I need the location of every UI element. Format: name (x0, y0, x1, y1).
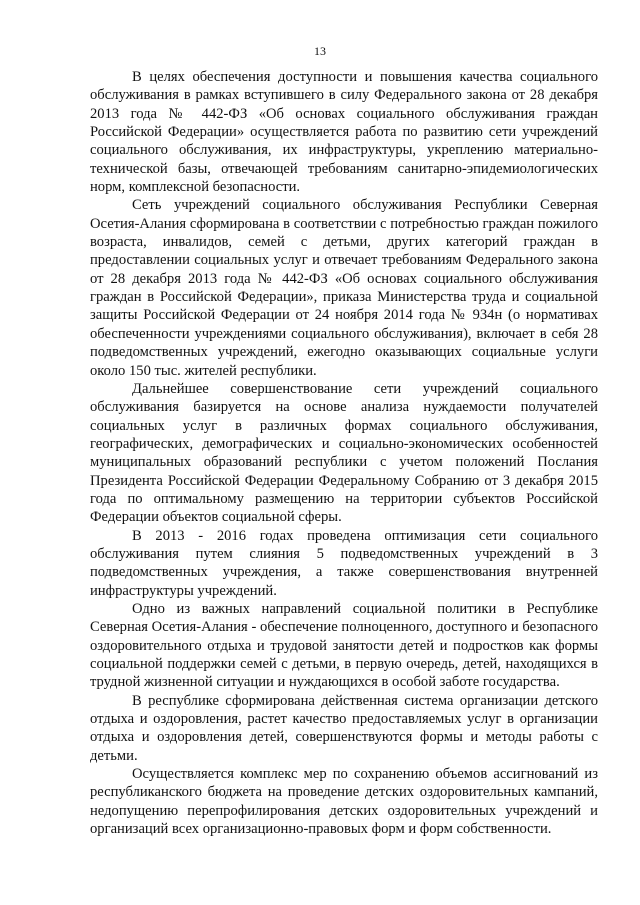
document-body (90, 68, 598, 838)
paragraph-social-service-development: В целях обеспечения доступности и повышения качества социального обслуживания в рамках вступившего в силу Федерального закона от 28 декабря 2013 года № 442-ФЗ «Об основах социального обслуживания граждан Российской Федерации» осуществляется работа по развитию сети учреждений социального обслуживания, их инфраструктуры, укреплению материально-технической базы, отвечающей требованиям санитарно-эпидемиологических норм, комплексной безопасности. (90, 69, 598, 196)
paragraph-network-improvement: Дальнейшее совершенствование сети учреждений социального обслуживания базируется на основе анализа нуждаемости получателей социальных услуг в различных формах социального обслуживания, географических, демографических и социально-экономических особенностей муниципальных образований республики с учетом положений Послания Президента Российской Федерации Федеральному Собранию от 3 декабря 2015 года по оптимальному размещению на территории субъектов Российской Федерации объектов социальной сферы. (90, 380, 598, 526)
paragraph-network-optimization: В 2013 - 2016 годах проведена оптимизация сети социального обслуживания путем слияния 5 подведомственных учреждений в 3 подведомственных учреждения, а также совершенствования внутренней инфраструктуры учреждений. (90, 527, 598, 599)
paragraph-budget-measures: Осуществляется комплекс мер по сохранению объемов ассигнований из республиканского бюджета на проведение детских оздоровительных кампаний, недопущению перепрофилирования детских оздоровительных учреждений и организаций всех организационно-правовых форм и форм собственности. (90, 766, 598, 838)
paragraph-child-recreation: Одно из важных направлений социальной политики в Республике Северная Осетия-Алания - обеспечение полноценного, доступного и безопасного оздоровительного отдыха и трудовой занятости детей и подростков как формы социальной поддержки семей с детьми, в первую очередь, детей, находящихся в трудной жизненной ситуации и нуждающихся в особой заботе государства. (90, 600, 598, 691)
paragraph-recreation-system: В республике сформирована действенная система организации детского отдыха и оздоровления, растет качество предоставляемых услуг в организации отдыха и оздоровления детей, совершенствуются формы и методы работы с детьми. (90, 692, 598, 764)
paragraph-institution-network: Сеть учреждений социального обслуживания Республики Северная Осетия-Алания сформирована в соответствии с потребностью граждан пожилого возраста, инвалидов, семей с детьми, других категорий граждан в предоставлении социальных услуг и отвечает требованиям Федерального закона от 28 декабря 2013 года № 442-ФЗ «Об основах социального обслуживания граждан в Российской Федерации», приказа Министерства труда и социальной защиты Российской Федерации от 24 ноября 2014 года № 934н (о нормативах обеспеченности учреждениями социального обслуживания), включает в себя 28 подведомственных учреждений, ежегодно оказывающих социальные услуги около 150 тыс. жителей республики. (90, 197, 598, 379)
page-number: 13 (314, 44, 326, 58)
